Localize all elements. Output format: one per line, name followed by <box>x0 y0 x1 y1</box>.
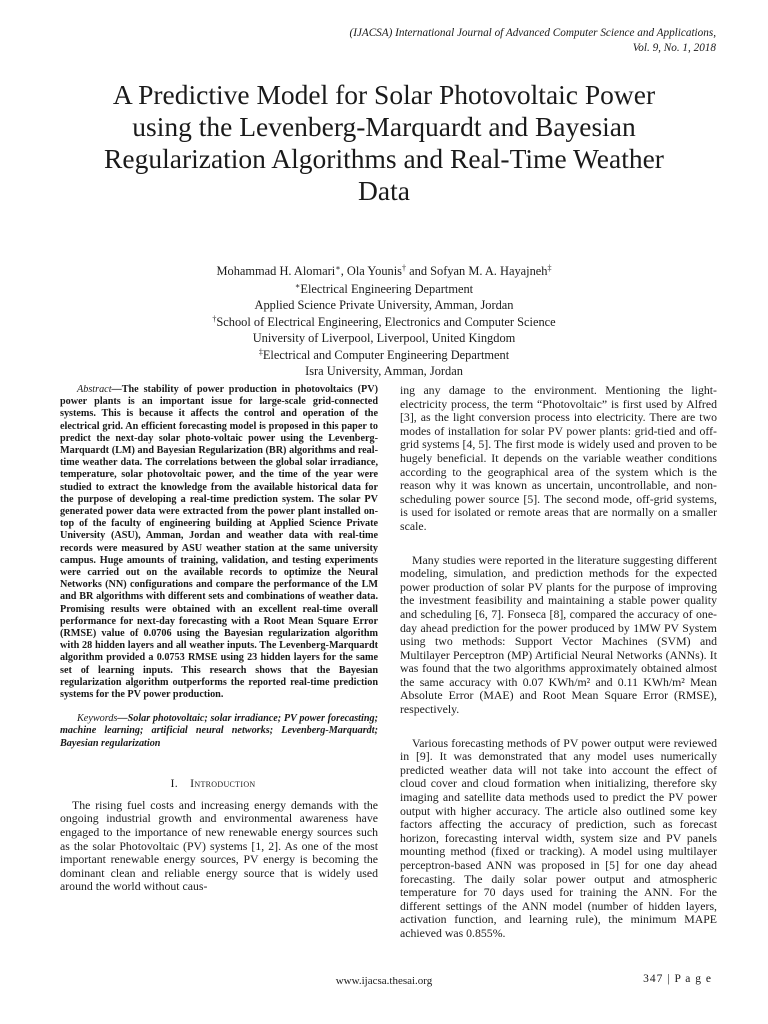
affiliation-mark: ‡ <box>547 263 552 273</box>
affiliation-mark: † <box>402 263 407 273</box>
section-title: Introduction <box>190 775 256 790</box>
keywords-label: Keywords <box>77 713 118 725</box>
affiliation-text: Applied Science Private University, Amman, Jordan <box>254 298 514 312</box>
left-column <box>60 384 378 894</box>
journal-header <box>216 26 716 56</box>
affiliation-line <box>84 330 684 347</box>
abstract <box>60 384 378 701</box>
author-name: Ola Younis <box>346 264 402 278</box>
body-paragraph: ing any damage to the environment. Mentioning the light-electricity process, the term “Photovoltaic” is first used by Alfred [3], as the light conversion process into electricity. There are two modes of installation for solar PV power plants: grid-tied and off-grid systems [4, 5]. The first mode is widely used and proven to be hugely beneficial. It depends on the variable weather conditions according to the geographical area of the system which is the reason why it was known as uncertain, uncontrollable, and non-scheduling power source [5]. The second mode, off-grid systems, is used for isolated or remote areas that are normally on a smaller scale. <box>400 383 717 533</box>
affiliation-mark: ∗ <box>294 281 301 291</box>
body-paragraph: Many studies were reported in the literature suggesting different modeling, simulation, and prediction methods for the expected power production of solar PV plants for the purpose of improving the investment feasibility and maintaining a stable power quality and scheduling [6, 7]. Fonseca [8], compared the accuracy of one-day ahead prediction for the power produced by 1MW PV System using two methods: Support Vector Machines (SVM) and Multilayer Perceptron (MP) Artificial Neural Networks (ANNs). It was found that the two algorithms approximately obtained almost the same accuracy with 0.07 KWh/m² and 0.11 KWh/m² Mean Absolute Error (MAE) and Root Mean Square Error (RMSE), respectively. <box>400 552 717 717</box>
affiliation-text: Electrical Engineering Department <box>300 281 474 296</box>
author-name: Sofyan M. A. Hayajneh <box>430 264 548 278</box>
author-block <box>84 263 684 380</box>
affiliation-line <box>84 363 684 380</box>
journal-volume: Vol. 9, No. 1, 2018 <box>632 42 716 54</box>
title-line: Regularization Algorithms and Real-Time Weather <box>104 143 664 174</box>
title-line: A Predictive Model for Solar Photovoltaic Power <box>112 79 656 110</box>
section-number: I. <box>170 775 179 790</box>
abstract-text: —The stability of power production in photovoltaics (PV) power plants is an important issue for large-scale grid-connected systems. This is because it affects the control and operation of the electrical grid. An efficient forecasting model is proposed in this paper to predict the next-day solar photo-voltaic power using the Levenberg-Marquardt (LM) and Bayesian Regularization (BR) algorithms and real-time weather data. The correlations between the global solar irradiance, temperature, solar photovoltaic power, and the time of the year were studied to extract the knowledge from the available historical data for the purpose of developing a real-time prediction system. The solar PV generated power data were extracted from the power plant installed on-top of the faculty of engineering building at Applied Science Private University (ASU), Amman, Jordan and weather data with real-time records were measured by ASU weather station at the same university campus. Huge amounts of training, validation, and testing experiments were carried out on the available records to optimize the Neural Networks (NN) configurations and compare the performance of the LM and BR algorithms with different sets and combinations of weather data. Promising results were obtained with an excellent real-time overall performance for next-day forecasting with a Root Mean Square Error (RMSE) value of 0.0706 using the Bayesian regularization algorithm with 28 hidden layers and all weather inputs. The Levenberg-Marquardt algorithm provided a 0.0753 RMSE using 23 hidden layers for the same set of learning inputs. This research shows that the Bayesian regularization algorithm outperforms the reported real-time prediction systems for the PV power production. <box>60 384 378 701</box>
affiliation-text: Electrical and Computer Engineering Department <box>262 347 510 362</box>
affiliation-text: School of Electrical Engineering, Electronics and Computer Science <box>216 314 556 329</box>
title-line: using the Levenberg-Marquardt and Bayesian <box>132 111 636 142</box>
section-heading <box>60 776 378 791</box>
author-names <box>84 263 684 280</box>
keywords <box>60 713 378 750</box>
journal-name: (IJACSA) International Journal of Advanced Computer Science and Applications, <box>349 27 716 39</box>
title-line: Data <box>358 175 410 206</box>
author-name: Mohammad H. Alomari <box>216 264 336 278</box>
affiliation-mark: ‡ <box>258 347 263 357</box>
footer-url: www.ijacsa.thesai.org <box>335 975 433 987</box>
affiliation-mark: ∗ <box>335 263 341 273</box>
keywords-text: —Solar photovoltaic; solar irradiance; PV power forecasting; machine learning; artificial neural networks; Levenberg-Marquardt; Bayesian regularization <box>60 713 378 749</box>
affiliation-text: Isra University, Amman, Jordan <box>305 364 463 378</box>
body-paragraph: Various forecasting methods of PV power output were reviewed in [9]. It was demonstrated that any model uses numerically predicted weather data will not take into account the effect of cloud cover and cloud formation when initializing, therefore sky imaging and satellite data methods used to predict the PV power output with higher accuracy. The article also outlined some key factors affecting the accuracy of prediction, such as forecast horizon, forecasting interval width, system size and PV panels mounting method (fixed or tracking). A model using multilayer perceptron-based ANN was proposed in [5] for one day ahead forecasting. The daily solar power output and atmospheric temperature for 70 days used for training the ANN. For the different settings of the ANN model (number of hidden layers, activation function, and learning rule), the minimum MAPE achieved was 0.855%. <box>400 735 717 940</box>
intro-paragraph: The rising fuel costs and increasing energy demands with the ongoing industrial growth and environmental awareness have engaged to the importance of new renewable energy sources such as the solar Photovoltaic (PV) systems [1, 2]. As one of the most important renewable energy sources, PV energy is becoming the dominant clean and reliable energy source that is widely used around the world without caus- <box>60 797 378 894</box>
right-column <box>400 384 717 941</box>
author-separator: , <box>340 264 347 278</box>
affiliation-line <box>84 297 684 314</box>
page-number: 347 | P a g e <box>643 973 712 985</box>
abstract-label: Abstract <box>77 384 112 395</box>
affiliation-line <box>84 314 684 331</box>
affiliation-line <box>84 347 684 364</box>
affiliation-mark: † <box>212 314 217 324</box>
paper-title <box>40 79 728 207</box>
affiliation-text: University of Liverpool, Liverpool, United Kingdom <box>252 331 516 345</box>
affiliation-line <box>84 281 684 298</box>
author-separator: and <box>406 264 431 278</box>
